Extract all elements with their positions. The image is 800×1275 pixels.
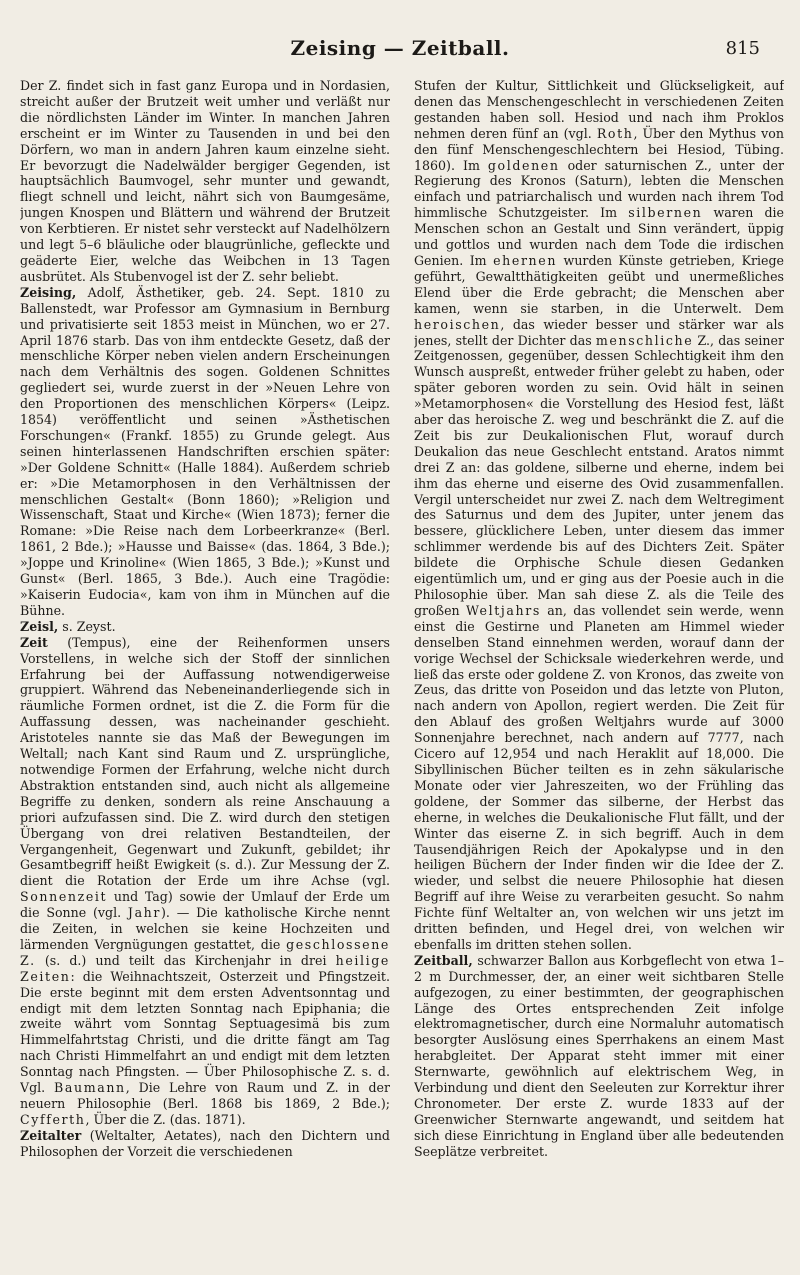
author-roth: Roth <box>596 125 634 141</box>
entry-zeising-text: Adolf, Ästhetiker, geb. 24. Sept. 1810 zu Ballenstedt, war Professor am Gymnasium in Bernburg und privatisierte seit 1853 meist in München, wo er 27. April 1876 starb. Das von ihm entdeckte Gesetz, daß der menschliche Körper neben vielen andern Erscheinungen nach dem Verhältnis des sogen. Goldenen Schnittes gegliedert sei, wurde zuerst in der »Neuen Lehre von den Proportionen des menschlichen Körpers« (Leipz. 1854) veröffentlicht und seinen »Ästhetischen Forschungen« (Frankf. 1855) zu Grunde gelegt. Aus seinen hinterlassenen Handschriften erschien später: »Der Goldene Schnitt« (Halle 1884). Außerdem schrieb er: »Die Metamorphosen in den Verhältnissen der menschlichen Gestalt« (Bonn 1860); »Religion und Wissenschaft, Staat und Kirche« (Wien 1873); ferner die Romane: »Die Reise nach dem Lorbeerkranze« (Berl. 1861, 2 Bde.); »Hausse und Baisse« (das. 1864, 3 Bde.); »Joppe und Krinoline« (Wien 1865, 3 Bde.); »Kunst und Gunst« (Berl. 1865, 3 Bde.). Auch eine Tragödie: »Kaiserin Eudocia«, kam von ihm in München auf die Bühne. <box>20 284 390 618</box>
entry-zeisl-text: s. Zeyst. <box>58 618 116 634</box>
entry-zeit-text-a: (Tempus), eine der Reihenformen unsers Vorstellens, in welche sich der Stoff der sinnlichen Erfahrung bei der Auffassung notwendigerweise gruppiert. Während das Nebeneinanderliegende sich in räumliche Formen ordnet, ist die Z. die Form für die Auffassung dessen, was nacheinander geschieht. Aristoteles nannte sie das Maß der Bewegungen im Weltall; nach Kant sind Raum und Z. ursprüngliche, notwendige Formen der Erfahrung, welche nicht durch Abstraktion entstanden sind, auch nicht als allgemeine Begriffe zu denken, sondern als reine Anschauung a priori aufzufassen sind. Die Z. wird durch den stetigen Übergang von drei relativen Bestandteilen, der Vergangenheit, Gegenwart und Zukunft, gebildet; ihr Gesamtbegriff heißt Ewigkeit (s. d.). Zur Messung der Z. dient die Rotation der Erde um ihre Achse (vgl. <box>20 634 390 889</box>
paragraph-zeisig-continued: Der Z. findet sich in fast ganz Europa und in Nordasien, streicht außer der Brutzeit weit umher und verläßt nur die nördlichsten Länder im Winter. In manchen Jahren erscheint er im Winter zu Tausenden in und bei den Dörfern, wo man in andern Jahren kaum einzelne sieht. Er bevorzugt die Nadelwälder bergiger Gegenden, ist hauptsächlich Baumvogel, sehr munter und gewandt, fliegt schnell und leicht, nährt sich von Baumgesäme, jungen Knospen und Blättern und während der Brutzeit von Kerbtieren. Er nistet sehr versteckt auf Nadelhölzern und legt 5–6 bläuliche oder blaugrünliche, gefleckte und geäderte Eier, welche das Weibchen in 13 Tagen ausbrütet. Als Stubenvogel ist der Z. sehr beliebt. <box>20 78 390 284</box>
headword-zeitball: Zeitball, <box>414 952 473 968</box>
entry-zeit-text-f: , Die Lehre von Raum und Z. in der neuern Philosophie (Berl. 1868 bis 1869, 2 Bde.); <box>20 1080 390 1111</box>
entry-zeitalter-text: (Weltalter, Aetates), nach den Dichtern und Philosophen der Vorzeit die verschiedenen <box>20 1127 390 1159</box>
entry-zeitball <box>414 953 784 1160</box>
entry-zeisl <box>20 619 390 635</box>
text-columns <box>20 78 784 1263</box>
entry-zeit-text-d: (s. d.) und teilt das Kirchenjahr in drei <box>35 952 336 968</box>
zeitalter-text-b: , Über den Mythus von den fünf Menschengeschlechtern bei Hesiod, Tübing. 1860). Im <box>414 125 784 173</box>
term-goldenen: goldenen <box>487 157 560 173</box>
left-column <box>20 78 390 1263</box>
term-ehernen: ehernen <box>493 252 558 268</box>
zeitalter-text-a: Stufen der Kultur, Sittlichkeit und Glückseligkeit, auf denen das Menschengeschlecht in verschiedenen Zeiten gestanden haben soll. Hesiod und nach ihm Proklos nehmen deren fünf an (vgl. <box>414 78 784 141</box>
entry-zeising <box>20 285 390 619</box>
term-heilige-zeiten: heilige Zeiten <box>20 952 390 984</box>
running-head <box>0 34 800 64</box>
term-geschlossene-zeit: geschlossene Z. <box>20 936 390 968</box>
entry-zeitalter <box>20 1128 390 1160</box>
term-menschliche: menschliche <box>595 332 694 348</box>
entry-zeitball-text: schwarzer Ballon aus Korbgeflecht von etwa 1–2 m Durchmesser, der, an einer weit sichtbaren Stelle aufgezogen, zu einer bestimmten, der geographischen Länge des Ortes entsprechenden Zeit infolge elektromagnetischer, durch eine Normaluhr automatisch besorgter Auslösung eines Sperrhakens an einem Mast herabgleitet. Der Apparat steht immer mit einer Sternwarte, gewöhnlich auf elektrischem Weg, in Verbindung und dient den Seeleuten zur Korrektur ihrer Chronometer. Der erste Z. wurde 1833 auf der Greenwicher Sternwarte angewandt, und seitdem hat sich diese Einrichtung in England über alle bedeutenden Seeplätze verbreitet. <box>414 952 784 1159</box>
entry-zeit-text-b: und Tag) sowie der Umlauf der Erde um die Sonne (vgl. <box>20 889 390 921</box>
entry-zeit-text-c: ). — Die katholische Kirche nennt die Zeiten, in welchen sie keine Hochzeiten und lärmenden Vergnügungen gestattet, die <box>20 905 390 952</box>
zeitalter-text-e: wurden Künste getrieben, Kriege geführt, Gewaltthätigkeiten geübt und unermeßliches Elend über die Erde gebracht; die Menschen aber kamen, wenn sie starben, in die Unterwelt. Dem <box>414 252 784 316</box>
headword-zeit: Zeit <box>20 634 48 650</box>
paragraph-zeitalter-continued <box>414 78 784 953</box>
entry-zeit-text-g: , Über die Z. (das. 1871). <box>85 1111 246 1127</box>
term-sonnenzeit: Sonnenzeit <box>20 889 108 905</box>
page-number: 815 <box>725 38 760 59</box>
term-heroischen: heroischen <box>414 316 501 332</box>
zeitalter-text-d: waren die Menschen schon an Gestalt und Sinn verändert, üppig und gottlos und wurden nach dem Tode die irdischen Genien. Im <box>414 205 784 268</box>
entry-zeit-text-e: : die Weihnachtszeit, Osterzeit und Pfingstzeit. Die erste beginnt mit dem ersten Adventsonntag und endigt mit dem letzten Sonntag nach Epiphania; die zweite währt vom Sonntag Septuagesimä bis zum Himmelfahrtstag Christi, und die dritte fängt am Tag nach Christi Himmelfahrt an und endigt mit dem letzten Sonntag nach Pfingsten. — Über Philosophische Z. s. d. Vgl. <box>20 968 390 1096</box>
term-weltjahrs: Weltjahrs <box>466 602 541 618</box>
entry-zeit <box>20 635 390 1128</box>
author-baumann: Baumann <box>54 1080 126 1096</box>
headword-zeitalter: Zeitalter <box>20 1127 82 1143</box>
term-silbernen: silbernen <box>628 205 703 221</box>
headword-zeisl: Zeisl, <box>20 618 59 634</box>
zeitalter-text-f: , das wieder besser und stärker war als jenes, stellt der Dichter das <box>414 316 784 348</box>
zeitalter-text-g: Z., das seiner Zeitgenossen, gegenüber, dessen Schlechtigkeit ihm den Wunsch auspreßt, entweder früher gelebt zu haben, oder später geboren worden zu sein. Ovid hält in seinen »Metamorphosen« die Vorstellung des Hesiod fest, läßt aber das heroische Z. weg und beschränkt die Z. auf die Zeit bis zur Deukalionischen Flut, worauf durch Deukalion das neue Geschlecht entstand. Aratos nimmt drei Z an: das goldene, silberne und eherne, indem bei ihm das eherne und eiserne des Ovid zusammenfallen. Vergil unterscheidet nur zwei Z. nach dem Weltregiment des Saturnus und dem des Jupiter, unter jenem das bessere, glücklichere Leben, unter diesem das immer schlimmer werdende bis auf des Dichters Zeit. Später bildete die Orphische Schule diesen Gedanken eigentümlich um, und er ging aus der Poesie auch in die Philosophie über. Man sah diese Z. als die Teile des großen <box>414 332 784 618</box>
zeitalter-text-c: oder saturnischen Z., unter der Regierung des Kronos (Saturn), lebten die Menschen einfach und patriarchalisch und wurden nach ihrem Tod himmlische Schutzgeister. Im <box>414 157 784 221</box>
page-title: Zeising — Zeitball. <box>290 36 510 60</box>
right-column <box>414 78 784 1263</box>
zeitalter-text-h: an, das vollendet sein werde, wenn einst die Gestirne und Planeten am Himmel wieder denselben Stand einnehmen werden, worauf dann der vorige Wechsel der Schicksale wiederkehren werde, und ließ das erste oder goldene Z. von Kronos, das zweite von Zeus, das dritte von Poseidon und das letzte von Pluton, nach andern von Apollon, regiert werden. Die Zeit für den Ablauf des großen Weltjahrs wurde auf 3000 Sonnenjahre berechnet, nach andern auf 7777, nach Cicero auf 12,954 und nach Heraklit auf 18,000. Die Sibyllinischen Bücher teilten es in zehn säkularische Monate oder vier Jahreszeiten, wo der Frühling das goldene, der Sommer das silberne, der Herbst das eherne, in welches die Deukalionische Flut fällt, und der Winter das eiserne Z. in sich begriff. Auch in dem Tausendjährigen Reich der Apokalypse und in den heiligen Büchern der Inder finden wir die Idee der Z. wieder, und selbst die neuere Philosophie hat diesen Begriff auf ihre Weise zu verarbeiten gesucht. So nahm Fichte fünf Weltalter an, von welchen wir uns jetzt im dritten befinden, und Hegel drei, von welchen wir ebenfalls im dritten stehen sollen. <box>414 602 784 952</box>
author-cyfferth: Cyfferth <box>20 1111 86 1127</box>
term-jahr: Jahr <box>127 905 162 921</box>
headword-zeising: Zeising, <box>20 284 77 300</box>
